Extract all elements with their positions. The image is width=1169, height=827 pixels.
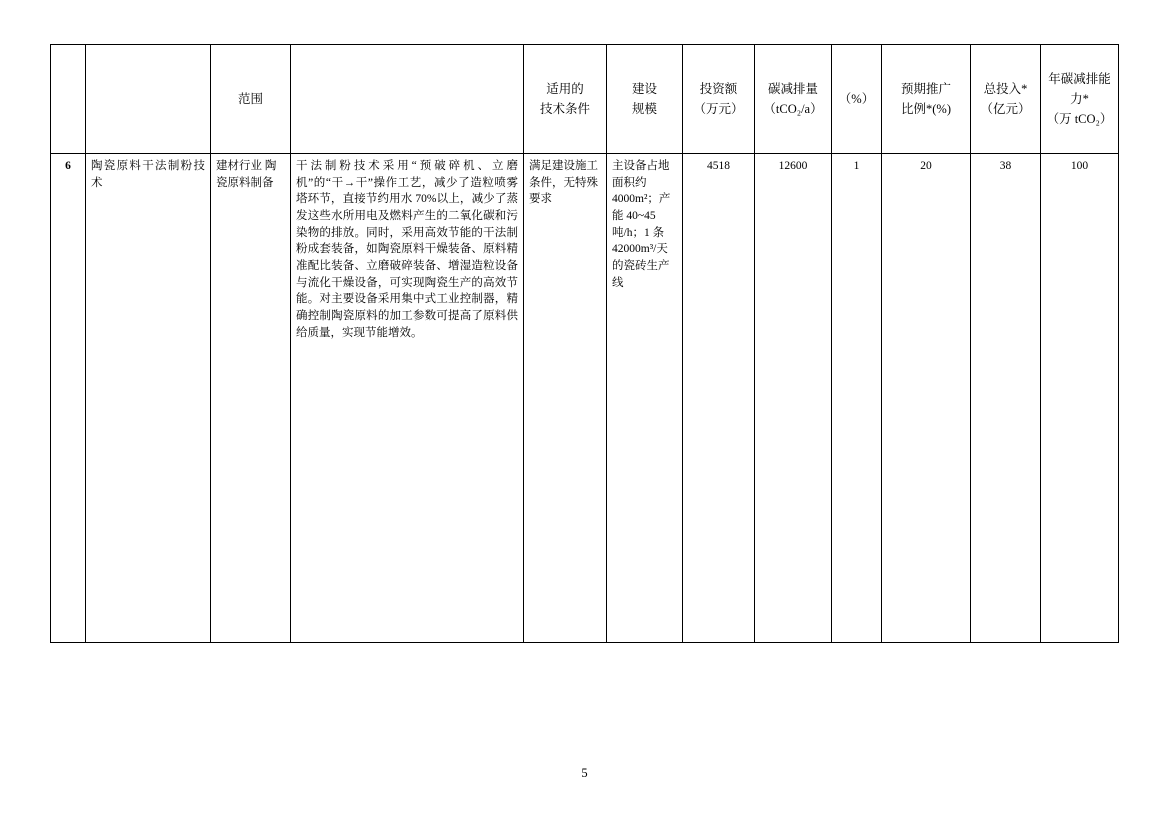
header-reduction [755, 45, 832, 154]
technology-table [50, 44, 1119, 643]
header-percent [832, 45, 882, 154]
header-promotion [882, 45, 971, 154]
header-investment-line2: （万元） [693, 102, 744, 116]
header-total-line2: （亿元） [980, 102, 1031, 116]
page-number: 5 [581, 766, 588, 780]
header-scale [607, 45, 683, 154]
header-promotion-line1: 预期推广 [900, 82, 951, 96]
header-scope [211, 45, 291, 154]
header-percent-line1: （%） [838, 92, 875, 106]
header-scope-label: 范围 [237, 92, 263, 106]
header-description [291, 45, 524, 154]
table-header-row [51, 45, 1119, 154]
header-reduction-line1: 碳减排量 [767, 82, 818, 96]
header-promotion-line2: 比例*(%) [901, 102, 951, 116]
cell-reduction: 12600 [755, 154, 832, 643]
cell-description: 干法制粉技术采用“预破碎机、立磨机”的“干→干”操作工艺，减少了造粒喷雾塔环节，直接节约用水 70%以上，减少了蒸发这些水所用电及燃料产生的二氧化碳和污染物的排放。同时，采用高效节能的干法制粉成套装备，如陶瓷原料干燥装备、原料精准配比装备、立磨破碎装备、增湿造粒设备与流化干燥设备，可实现陶瓷生产的高效节能。对主要设备采用集中式工业控制器，精确控制陶瓷原料的加工参数可提高了原料供给质量，实现节能增效。 [291, 154, 524, 643]
cell-annual: 100 [1041, 154, 1119, 643]
header-total [971, 45, 1041, 154]
header-condition [524, 45, 607, 154]
header-condition-line2: 技术条件 [539, 102, 590, 116]
header-investment-line1: 投资额 [699, 82, 738, 96]
header-scale-line2: 规模 [631, 102, 657, 116]
cell-investment: 4518 [683, 154, 755, 643]
cell-technology-name: 陶瓷原料干法制粉技术 [86, 154, 211, 643]
header-index [51, 45, 86, 154]
cell-condition: 满足建设施工条件，无特殊要求 [524, 154, 607, 643]
header-condition-line1: 适用的 [546, 82, 584, 96]
header-scale-line1: 建设 [631, 82, 657, 96]
cell-total: 38 [971, 154, 1041, 643]
header-annual-line1: 年碳减排能 [1048, 72, 1111, 86]
cell-index: 6 [51, 154, 86, 643]
header-reduction-line2: （tCO₂/a） [763, 102, 823, 116]
cell-scope: 建材行业 陶瓷原料制备 [211, 154, 291, 643]
header-investment [683, 45, 755, 154]
header-total-line1: 总投入* [983, 82, 1028, 96]
table-row [51, 154, 1119, 643]
cell-scale: 主设备占地面积约 4000m²；产能 40~45 吨/h；1 条 42000m³/天的瓷砖生产线 [607, 154, 683, 643]
header-annual [1041, 45, 1119, 154]
header-name [86, 45, 211, 154]
cell-promotion: 20 [882, 154, 971, 643]
header-annual-line3: （万 tCO₂） [1046, 112, 1113, 126]
cell-percent: 1 [832, 154, 882, 643]
header-annual-line2: 力* [1070, 92, 1089, 106]
